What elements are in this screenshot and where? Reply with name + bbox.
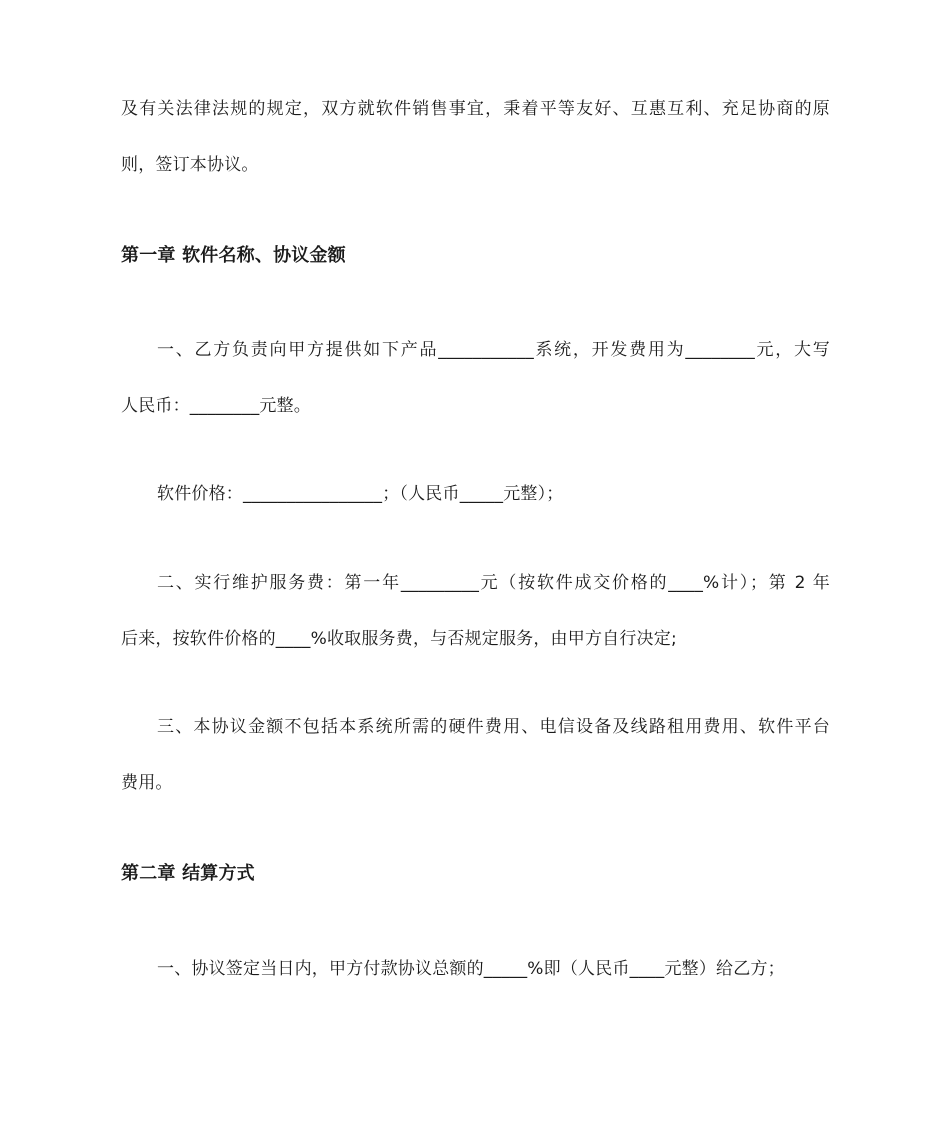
paragraph-line: 二、实行维护服务费：第一年_________元（按软件成交价格的____%计）；第 2 年	[157, 573, 830, 593]
paragraph-line: 三、本协议金额不包括本系统所需的硬件费用、电信设备及线路租用费用、软件平台	[157, 717, 830, 737]
paragraph-line: 及有关法律法规的规定，双方就软件销售事宜，秉着平等友好、互惠互利、充足协商的原	[121, 99, 830, 119]
paragraph-line: 费用。	[121, 773, 173, 793]
chapter-heading: 第二章 结算方式	[121, 863, 255, 884]
paragraph-line: 软件价格：________________；（人民币_____元整）；	[157, 484, 564, 504]
paragraph-line: 人民币：________元整。	[121, 396, 311, 416]
paragraph-line: 一、乙方负责向甲方提供如下产品___________系统，开发费用为________元，大写	[157, 340, 830, 360]
chapter-heading: 第一章 软件名称、协议金额	[121, 245, 346, 266]
paragraph-line: 则，签订本协议。	[121, 155, 259, 175]
paragraph-line: 一、协议签定当日内，甲方付款协议总额的_____%即（人民币____元整）给乙方；	[157, 959, 785, 979]
paragraph-line: 后来，按软件价格的____%收取服务费，与否规定服务，由甲方自行决定;	[121, 629, 677, 649]
